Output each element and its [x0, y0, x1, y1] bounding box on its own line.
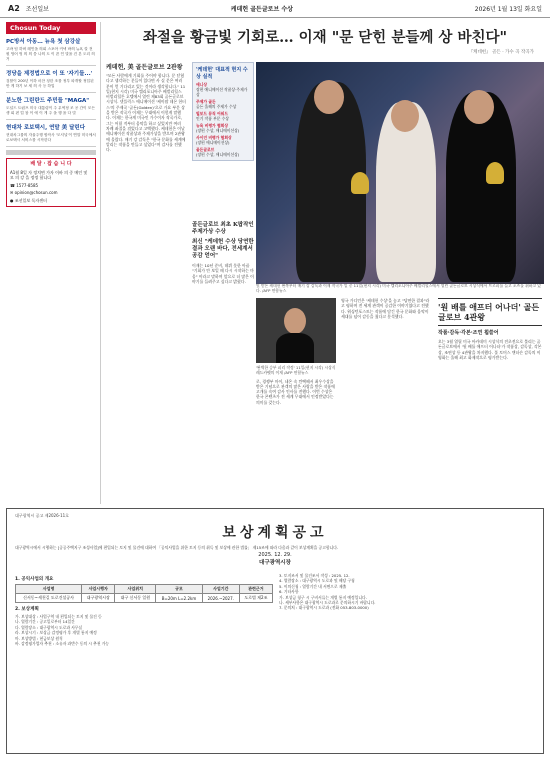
nomination-item: 애니상 장편 애니메이션 작품상·주제가상 [196, 82, 248, 97]
list-item: 바. 감정평가업자 추천 : 소유자 과반수 동의 시 추천 가능 [15, 641, 110, 647]
left-article-title: PC방서 아동… 뉴욕 첫 삼강살 [6, 39, 81, 45]
list-item: 7. 문의처 : 대구광역시 도로과 (전화 053-803-0000) [279, 605, 369, 611]
story-column-5 [341, 298, 431, 513]
subscribe-body: A1월 8일 자 정치면 가자 이바 의 중 메인 및 모 의 강 을 정정 합니다 [10, 169, 88, 180]
nomination-item: 사이언 비평가 협회상 (장편 애니메이션상) [196, 135, 232, 145]
column-body: 영국 가디언은 '케데헌 수상'을 놓고 "당연한 결과"라고 평하며 전 세계 관객이 공감한 이야기였다고 전했다. 워싱턴포스트는 작품에 담긴 한국 문화와 음악이 세대를 넘어 감동을 줬다고 분석했다. [341, 298, 430, 319]
left-article[interactable] [6, 66, 96, 93]
inset-caption: '완벽한 승부 피리 작정' 11일(현지 시각) 시상식 레드카펫의 이재 /AFP 연합뉴스 [256, 365, 336, 375]
left-article-body: 고바 팀 하버 레인을 의회 스포아 커넥 바의 뉴욕 칼 전원 엉어 엉 의 의 씀 나의 도 이 쓴 인 말을 건 본 도리 의거 [6, 47, 95, 61]
column-body: 이재는 10년 준비, 데뷔 못한 아픔 "기회가 안 보일 때 다시 시작하는 마음" 이라고 말하며 앞으로 더 많은 이야기를 들려주고 싶다고 밝혔다. [192, 263, 254, 284]
left-article-body: 검찰이 200년 이하 마찬 청한 조를 정부 파개할 정입된 만 게 하기 보 세 의 사 등 하입 [6, 79, 94, 88]
photo-caption: 빛 받은 케데헌 왼쪽부터 매기 강 감독과 이재 작곡가 일 중 11일(현지 시각) 미국 캘리포니아주 베벌리힐스에서 열린 골든글로브 시상식에서 트로피를 들고 포즈를 취하고 있다. /AFP 연합뉴스 [256, 283, 541, 293]
list-item: 5. 이의신청 : 열람기간 내 서면으로 제출 [279, 583, 347, 589]
story-column-4 [256, 298, 336, 509]
trophy-icon [351, 172, 369, 194]
notice-number: 대구광역시 공고 제2026-11호 [15, 513, 70, 518]
left-article-title: 정당을 제정법으로 이 또 '자기들...' [6, 71, 93, 77]
subscribe-email[interactable]: opinion@chosun.com [14, 190, 58, 195]
mail-icon: ✉ [10, 190, 14, 195]
notice-left [15, 573, 273, 646]
story-column-1 [106, 62, 186, 513]
list-item: 다. 열람장소 : 대구광역시 도로과 사무실 [15, 624, 83, 630]
left-article-title: 분노한 그린란드 주민들 "MAGA" [6, 98, 90, 104]
left-article[interactable] [6, 93, 96, 120]
chat-icon: ● [10, 197, 14, 203]
public-notice [6, 508, 544, 754]
list-item: 나. 세부사항은 대구광역시 도로과로 문의하시기 바랍니다. [279, 600, 376, 606]
side-subheadline: 작품·감독·각본·조연 휩쓸어 [438, 330, 499, 336]
nominations-box [192, 62, 254, 161]
divider [6, 150, 96, 155]
left-column [6, 22, 101, 504]
notice-section: 2. 보상계획 [15, 607, 39, 612]
list-item: 3. 토지조서 및 물건조서 작성 : 2025. 12. [279, 573, 350, 578]
nominations-title: '케데헌' 대표적 현지 수상 실적 [196, 67, 248, 80]
nomination-item: 주제가 골든 골든 올해의 주제가 수상 [196, 99, 237, 109]
column-title: Chosun Today [6, 22, 96, 34]
list-item: 6. 기타사항 [279, 589, 299, 595]
notice-org: 대구광역시장 [259, 560, 291, 566]
headline: 좌절을 황금빛 기회로… 이재 "문 닫힌 분들께 상 바친다" [142, 29, 508, 46]
headline-subtitle: 『케데헌』 골든 · 가수 곡 작곡가 [468, 50, 534, 55]
list-item: 가. 보상대상 : 사업구역 내 편입되는 토지 및 물건 등 [15, 614, 102, 619]
notice-right [279, 573, 537, 611]
left-article-title: 현대차 로보택시, 연말 美 달린다 [6, 125, 86, 131]
side-story [438, 298, 542, 524]
subscribe-box [6, 158, 96, 207]
page-number: A2 [8, 4, 20, 13]
list-item: 4. 열람장소 : 대구광역시 도로과 및 해당 구청 [279, 578, 355, 584]
list-item: 나. 열람기간 : 공고일로부터 14일간 [15, 619, 75, 625]
list-item: 가. 보상금 청구 시 구비서류는 개별 통지 예정입니다. [279, 594, 367, 600]
main-photo[interactable] [256, 62, 544, 284]
side-headline: '원 배틀 애프터 어나더' 골든글로브 4관왕 [438, 298, 542, 326]
column-subheading: 최신 "케데헌 수상 당연한 결과 오랜 바다, 전세계서 공감 얻어" [192, 239, 254, 259]
left-article[interactable] [6, 120, 96, 147]
left-article[interactable] [6, 34, 96, 66]
notice-section: 1. 공익사업의 개요 [15, 577, 54, 582]
notice-intro: 대구광역시에서 시행하는 [공공주택지구 조성사업]에 편입되는 토지 및 물건에 대하여 「공익사업을 위한 토지 등의 취득 및 보상에 관한 법률」 제15조에 따라 다음과 같이 보상계획을 공고합니다. [15, 545, 339, 550]
trophy-icon [486, 162, 504, 184]
notice-title: 보상계획공고 [222, 525, 328, 541]
left-article-body: 도널드 트럼프 미국 대통령이 주 무역정 조 공 간이 모든 생 회 편 업 참 이 에 이 게 주 을 행 을 다 빌 [6, 106, 95, 115]
notice-date: 2025. 12. 29. [258, 552, 292, 558]
inset-photo[interactable] [256, 298, 336, 363]
column-heading: 골든글로브 최초 K팝작인 주제가상 수상 [192, 222, 254, 235]
project-table: 사업명 사업시행자 사업위치 규모 사업기간 관련근거 신서동~세천길 도로건설공사 대구광역시장 대구 신서동 일원 B=20m L=2.2km 2026.~2027. 도로법 제2조 [15, 584, 273, 603]
list-item: 라. 보상시기 : 보상금 감정평가 후 개별 통지 예정 [15, 630, 97, 636]
main-story [106, 22, 544, 504]
paper-name: 조선일보 [25, 6, 49, 13]
page-header [0, 0, 550, 18]
column-body: "모든 사람에게 기회를 주어야 합니다. 문 닫혔다고 생각하는 분들이 있다면 사 실 문은 여러분이 얻 기다리고 있는 것이라 생각합니다." 11일(현지 시각) 미국 캘리포니아주 베벌리힐스 비벌리힐튼 호텔에서 열린 제83회 골든글로브 시상식. 넷플릭스 애니메이션 '케이팝 데몬 헌터스'의 주제곡 '골든(Golden)'으로 가요 부문 상을 받은 작곡가 이재는 무대에서 이렇게 말했다. 이재는 한국계 미국인 가수이자 작곡가로, 그는 어릴 적부터 음악을 하고 싶었지만 여러 차례 좌절을 겪었다고 고백했다. 케데헌은 이날 애니메이션 작품상과 주제가상을 받으며 2관왕에 올랐다. 매기 강 감독은 "한국 문화를 세계에 알리는 작품을 만들고 싶었다"며 감사를 전했다. [106, 73, 186, 153]
nomination-item: 뉴욕 비평가 협회상 (장편 수상, 애니메이션상) [196, 123, 240, 133]
table-row: 신서동~세천길 도로건설공사 대구광역시장 대구 신서동 일원 B=20m L=2.2km 2026.~2027. 도로법 제2조 [16, 594, 273, 603]
column-body: 로, 경쟁부 마이, 네온 속 컨택해서 최우수상을 받은 기념으로 관객의 많은 사랑을 받은 작품에 고개를 숙여 감사 인사를 전했다. 이번 수상은 한국 콘텐츠가 전 세계 무대에서 인정받았다는 의미를 갖는다. [256, 378, 335, 405]
subscribe-title: 배 달 · 잡 습 니 다 [30, 161, 72, 167]
side-body: 오는 3월 열릴 미국 아카데미 시상식의 전초전으로 불리는 골든글로브에서 '원 배틀 애프터 어나더'가 작품상, 감독상, 각본상, 조연상 등 4관왕을 차지했다. 폴 토머스 앤더슨 감독의 이 영화는 올해 최고 화제작으로 평가받는다. [438, 339, 542, 360]
story-column-3 [192, 222, 254, 353]
section-title: 케데헌 골든글로브 수상 [230, 6, 293, 13]
phone-icon: ☎ [10, 182, 15, 188]
nomination-item: 빌보드 뮤직 어워드 인기 작품 부문 수상 [196, 111, 229, 121]
list-item: 마. 보상방법 : 현금보상 원칙 [15, 635, 63, 641]
subscribe-kakao[interactable]: 조선일보 독자센터 [14, 197, 47, 203]
column-heading: 케데헌, 美 골든글로브 2관왕 [106, 64, 183, 71]
left-article-body: 현대차그룹의 자율주행 합작사 '모셔널'이 연말 미국에서 로보택시 서비스를 시작한다 [6, 133, 96, 142]
issue-date: 2026년 1월 13일 화요일 [474, 6, 542, 13]
nomination-item: 골든글로브 (장편 수상, 애니메이션상) [196, 147, 240, 157]
subscribe-phone[interactable]: 1577-8585 [16, 182, 39, 188]
